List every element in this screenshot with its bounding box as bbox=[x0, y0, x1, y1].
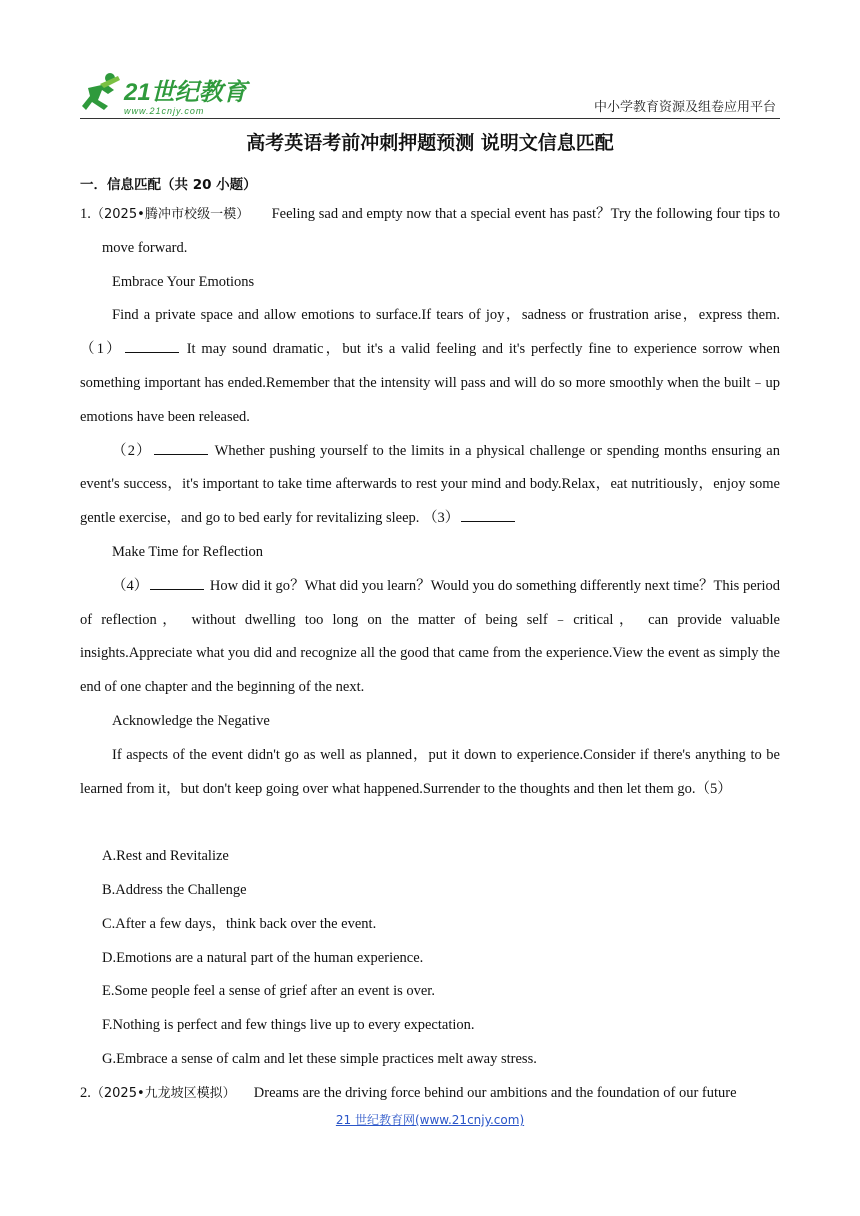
question-1-intro bbox=[80, 198, 780, 266]
option-e: E.Some people feel a sense of grief after an event is over. bbox=[102, 983, 435, 1000]
paragraph-2 bbox=[80, 435, 780, 536]
paragraph-text: How did it go？What did you learn？Would you do something differently next time？This period of reflection， without dwelling too long on the matter of being self﹣critical， can provide valuable insights.Appreciate what you did and recognize all the good that came from the experience.View the event as simply the end of one chapter and the beginning of the next. bbox=[80, 577, 780, 696]
blank-3[interactable] bbox=[461, 507, 515, 522]
page-title: 高考英语考前冲刺押题预测 说明文信息匹配 bbox=[246, 132, 614, 154]
option-b: B.Address the Challenge bbox=[102, 881, 247, 898]
intro-text: Feeling sad and empty now that a special event has past？Try the following four bbox=[271, 206, 741, 222]
logo bbox=[80, 68, 247, 116]
paragraph-text: Whether pushing yourself to the limits in a physical challenge or spending months ensuring an event's success，it's important to take time afterwards to rest your mind and body.Relax，eat nutritiously，enjoy some gentle exercise，and go to bed early for revitalizing sleep. （3） bbox=[80, 442, 780, 527]
blank-label: （4） bbox=[112, 577, 149, 594]
paragraph-1 bbox=[80, 299, 780, 434]
question-source: （2025•九龙坡区模拟） bbox=[90, 1085, 236, 1101]
paragraph-text: It may sound dramatic，but it's a valid feeling and it's perfectly fine to experience sorrow when something important has ended.Remember that the intensity will pass and will do so more smoothly when the built﹣up emotions have been released. bbox=[80, 341, 780, 425]
blank-5-space[interactable] bbox=[80, 806, 780, 840]
logo-url: www.21cnjy.com bbox=[124, 106, 205, 116]
paragraph-4 bbox=[80, 739, 780, 807]
question-number: 2. bbox=[80, 1084, 91, 1101]
subheading-reflection: Make Time for Reflection bbox=[112, 543, 264, 560]
subheading-negative: Acknowledge the Negative bbox=[112, 712, 270, 729]
option-f: F.Nothing is perfect and few things live up to every expectation. bbox=[102, 1017, 475, 1034]
paragraph-3 bbox=[80, 570, 780, 705]
logo-text: 21世纪教育 bbox=[124, 79, 247, 106]
platform-label: 中小学教育资源及组卷应用平台 bbox=[593, 100, 776, 115]
footer-link[interactable]: 21 世纪教育网(www.21cnjy.com) bbox=[335, 1113, 525, 1127]
question-number: 1. bbox=[80, 206, 91, 222]
option-c: C.After a few days，think back over the event. bbox=[102, 915, 377, 932]
question-source: （2025•腾冲市校级一模） bbox=[90, 207, 250, 222]
intro-text: Dreams are the driving force behind our ambitions and the foundation of our future bbox=[253, 1084, 737, 1101]
option-d: D.Emotions are a natural part of the human experience. bbox=[102, 949, 424, 966]
subheading-emotions: Embrace Your Emotions bbox=[112, 273, 255, 290]
question-2-intro bbox=[80, 1077, 780, 1111]
page-header bbox=[80, 68, 780, 120]
blank-2[interactable] bbox=[154, 440, 208, 455]
blank-1[interactable] bbox=[125, 338, 179, 353]
blank-label: （2） bbox=[112, 442, 152, 459]
option-g: G.Embrace a sense of calm and let these simple practices melt away stress. bbox=[102, 1050, 537, 1067]
paragraph-text: If aspects of the event didn't go as well as planned，put it down to experience.Consider if there's anything to be learned from it，but don't keep going over what happened.Surrender to the thoughts and then let them go.（5） bbox=[80, 746, 780, 797]
blank-4[interactable] bbox=[150, 575, 204, 590]
question-body bbox=[80, 198, 780, 1111]
section-heading: 一．信息匹配（共 20 小题） bbox=[80, 177, 257, 193]
runner-logo-icon bbox=[80, 70, 122, 116]
paragraph-text: Find a private space and allow emotions to surface.If tears of joy，sadness or frustration arise，express them.（1） bbox=[80, 307, 780, 358]
intro-text-cont: tips to move forward. bbox=[102, 206, 781, 256]
header-divider bbox=[80, 118, 780, 119]
option-a: A.Rest and Revitalize bbox=[102, 848, 229, 865]
